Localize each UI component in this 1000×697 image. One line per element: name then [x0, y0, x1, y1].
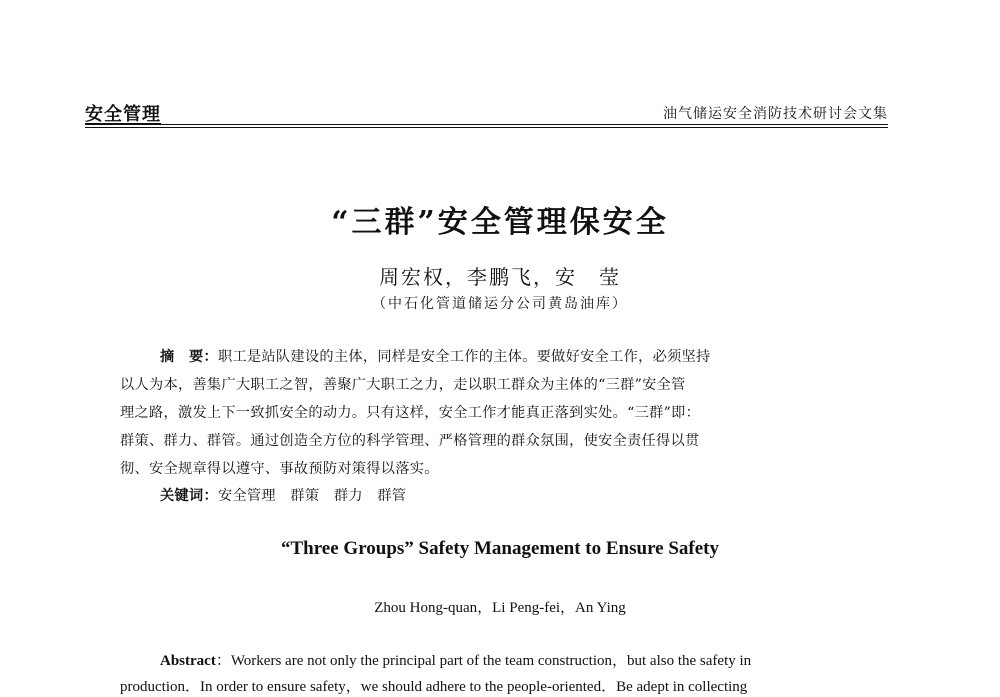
- abstract-cn-text: 职工是站队建设的主体，同样是安全工作的主体。要做好安全工作，必须坚持: [217, 349, 711, 365]
- paper-title-cn: “三群”安全管理保安全: [331, 205, 669, 240]
- keywords-cn: [160, 486, 855, 506]
- header-rule: [85, 124, 888, 125]
- proceedings-title: 油气储运安全消防技术研讨会文集: [663, 106, 888, 122]
- abstract-en-line-1: [160, 651, 751, 671]
- authors-en: Zhou Hong-quan，Li Peng-fei，An Ying: [374, 600, 626, 616]
- header-rule-thin: [85, 127, 888, 128]
- abstract-cn-line-5: 彻、安全规章得以遵守、事故预防对策得以落实。: [120, 461, 439, 477]
- abstract-cn-line-1: [160, 347, 855, 367]
- authors-cn: 周宏权，李鹏飞，安 莹: [379, 265, 621, 289]
- abstract-cn-line-3: 理之路，激发上下一致抓安全的动力。只有这样，安全工作才能真正落到实处。“三群”即：: [120, 405, 701, 421]
- section-label: 安全管理: [85, 104, 161, 125]
- keywords-cn-value: 安全管理 群策 群力 群管: [217, 488, 407, 504]
- paper-title-en: “Three Groups” Safety Management to Ensure Safety: [280, 538, 720, 559]
- abstract-en-text: Workers are not only the principal part of the team construction，but also the safety in: [230, 653, 752, 669]
- abstract-en-label: Abstract: [160, 653, 216, 669]
- abstract-en-line-2: production．In order to ensure safety，we should adhere to the people-oriented．Be adept in collecting: [120, 679, 748, 695]
- abstract-en-separator: ：: [215, 653, 231, 669]
- abstract-cn-line-2: 以人为本，善集广大职工之智，善聚广大职工之力，走以职工群众为主体的“三群”安全管: [120, 377, 686, 393]
- abstract-cn-label: 摘 要：: [160, 349, 218, 365]
- keywords-cn-label: 关键词：: [160, 488, 218, 504]
- abstract-cn-line-4: 群策、群力、群管。通过创造全方位的科学管理、严格管理的群众氛围，使安全责任得以贯: [120, 433, 700, 449]
- affiliation-cn: （中石化管道储运分公司黄岛油库）: [372, 296, 628, 312]
